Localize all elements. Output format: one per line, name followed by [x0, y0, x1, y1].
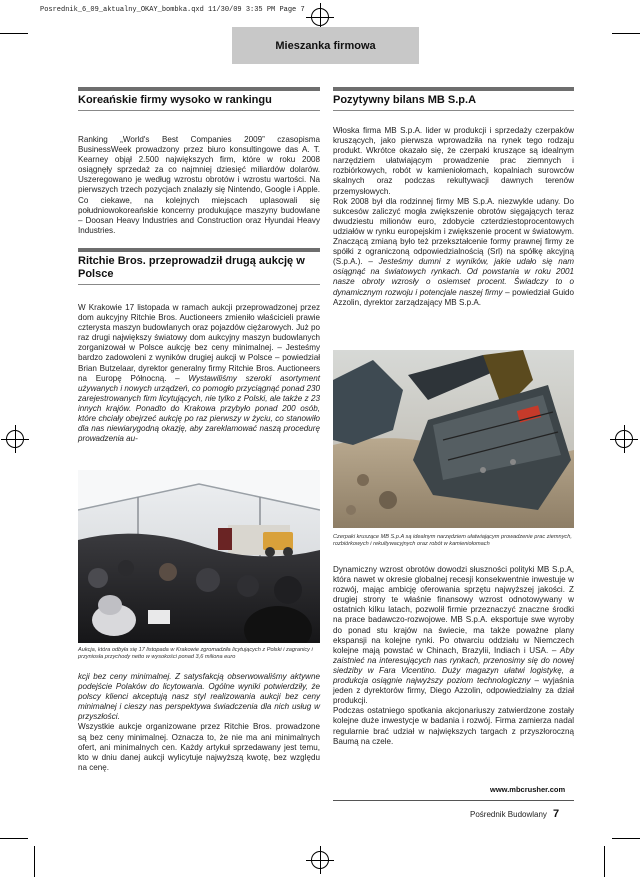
section-header [232, 27, 419, 64]
article-body: Ranking „World's Best Companies 2009” czasopisma BusinessWeek prowadzony przez biuro konsultingowe das A. T. Kearney objął 2.500 największych firm, które w roku 2008 osiągnęły sprzedaż za co najmniej dziesięć miliardów dolarów. Uszeregowano je według wzrostu obrotów i wzrostu wartości. Na pierwszych trzech pozycjach znalazły się Nintendo, Google i Apple. Co ciekawe, na kolejnych miejscach uplasowali się południowokoreańskie koncerny produkujące maszyny budowlane – Doosan Heavy Industries and Construction oraz Hyundai Heavy Industries. [78, 135, 320, 235]
auction-photo-image [78, 470, 320, 643]
article-title: Koreańskie firmy wysoko w rankingu [78, 91, 320, 111]
article-body [78, 303, 320, 444]
body-paragraph: Podczas ostatniego spotkania akcjonariuszy zatwierdzone zostały kolejne duże inwestycje w badania i rozwój. Firma zamierza nadal regularnie brać udział w największych targach z przyszłoroczną Baumą na czele. [333, 706, 574, 746]
registration-mark-right [615, 430, 633, 448]
file-slug: Posrednik_6_09_aktualny_OKAY_bombka.qxd 11/30/09 3:35 PM Page 7 [40, 6, 305, 14]
body-text: Dynamiczny wzrost obrotów dowodzi słuszności polityki MB S.p.A, która nawet w okresie globalnej recesji konsekwentnie inwestuje w rozwój, mając ambicję oferowania sprzętu najwyższej jakości. Z drugiej strony te właśnie finansowy wzrost odnotowywany w ostatnich kilku latach, pozwolił firmie przeznaczyć znaczne środki na prace badawczo-rozwojowe. MB S.p.A. eksportuje swe wyroby do ponad stu krajów na świecie, ma także poważne plany ekspansji na kolejne rynki. Po otwarciu oddziału w Niemczech kolejne mają powstać w Chinach, Brazylii, Indiach i USA. – [333, 565, 574, 655]
body-paragraph [333, 565, 574, 706]
quote-text: Aby zaistnieć na interesujących nas rynkach, przenosimy się do nowej siedziby w Fara Vicentino. Duży magazyn ułatwi logistykę, a produkcja osiągnie najwyższy poziom technologiczny [333, 645, 574, 686]
page-footer [470, 808, 559, 820]
publication-name: Pośrednik Budowlany [470, 810, 547, 819]
crusher-bucket-photo [333, 350, 574, 528]
crop-mark [604, 846, 605, 877]
article-body [333, 126, 574, 308]
article-ritchie-bros [78, 248, 320, 444]
body-text: W Krakowie 17 listopada w ramach aukcji przeprowadzonej przez dom aukcyjny Ritchie Bros. Auctioneers zmieniło właścicieli prawie czterysta maszyn budowlanych oraz pojazdów ciężarowych. Już po raz drugi największy światowy dom aukcyjny maszyn budowlanych zorganizował w Polsce aukcję bez ceny minimalnej. – Jesteśmy bardzo zadowoleni z wyników drugiej aukcji w Polsce – powiedział Brian Butzelaar, dyrektor generalny firmy Ritchie Bros. Auctioneers na Europę Północną. – [78, 303, 320, 383]
photo-caption: Aukcja, która odbyła się 17 listopada w Krakowie zgromadziła licytujących z Polski i zagranicy i przyniosła przychody netto w wysokości ponad 3,6 miliona euro [78, 647, 313, 660]
body-text: Rok 2008 był dla rodzinnej firmy MB S.p.A. niezwykle udany. Do sukcesów zaliczyć mogła zwiększenie obrotów sięgających teraz dwudziestu milionów euro, zdobycie czterdziestoprocentowych udziałów w rynku europejskim i zwiększenie procent w światowym. Znaczącą zmianą było też przekształcenie formy prawnej firmy ze spółki z ograniczoną odpowiedzialnością (Srl) na spółkę akcyjną (S.p.A.). – [333, 196, 574, 267]
article-title: Ritchie Bros. przeprowadził drugą aukcję w Polsce [78, 252, 320, 285]
quote-text: Wystawiliśmy szeroki asortyment używanych i nowych urządzeń, co pomogło przyciągnąć ponad 230 zarejestrowanych firm licytujących, nie tylko z Polski, ale także z 23 innych krajów. Ponadto do Krakowa przybyło ponad 200 osób, które chciały obejrzeć aukcję po raz pierwszy w życiu, co stanowiło dla nas niewiarygodną okazję, aby zareklamować naszą procedurę prowadzenia au- [78, 373, 320, 444]
article-mb-spa [333, 87, 574, 308]
registration-mark-left [6, 430, 24, 448]
body-paragraph [333, 197, 574, 308]
crop-mark [612, 838, 640, 839]
page-number: 7 [552, 808, 560, 820]
body-text: Wszystkie aukcje organizowane przez Ritchie Bros. prowadzone są bez ceny minimalnej. Oznacza to, że nie ma ani minimalnych ofert, ani minimalnych cen. Każdy artykuł sprzedawany jest temu, kto w dniu danej aukcji wylicytuje najwyższą kwotę, bez względu na cenę. [78, 722, 320, 772]
photo-caption: Czerpaki kruszące MB S.p.A są idealnym narzędziem ułatwiającym prowadzenie prac ziemnych, rozbiórkowych i rekultywacyjnych oraz robót w kamieniołomach [333, 534, 572, 547]
article-mb-spa-continued [333, 565, 574, 747]
body-paragraph: Włoska firma MB S.p.A. lider w produkcji i sprzedaży czerpaków kruszących, jako pierwsza wprowadziła na rynek tego rodzaju produkt. Wkrótce okazało się, że czerpaki kruszące są idealnym narzędziem ułatwiającym prowadzenie prac ziemnych i rozbiórkowych, robót w kamieniołomach, kopalniach surowców skalnych oraz podczas rekultywacji dawnych terenów przemysłowych. [333, 126, 574, 196]
body-text: – powiedział Guido Azzolin, dyrektor zarządzający MB S.p.A. [333, 287, 574, 307]
crusher-photo-image [333, 350, 574, 528]
auction-photo [78, 470, 320, 643]
crop-mark [0, 838, 28, 839]
footer-rule [333, 800, 574, 801]
quote-text: Jesteśmy dumni z wyników, jakie udało się nam osiągnąć na światowych rynkach. Od powstania w roku 2001 nasze obroty wzrosły o osiemset procent. Świadczy to o dynamicznym rozwoju i potencjale naszej firmy [333, 257, 574, 297]
crop-mark [34, 846, 35, 877]
registration-mark-top [311, 8, 329, 26]
section-label: Mieszanka firmowa [275, 39, 376, 52]
crop-mark [612, 33, 640, 34]
crop-mark [0, 33, 28, 34]
company-website: www.mbcrusher.com [490, 785, 566, 794]
quote-text: kcji bez ceny minimalnej. Z satysfakcją obserwowaliśmy aktywne podejście Polaków do licytowania. Ogólne wyniki potwierdziły, że polscy klienci akceptują nasz styl realizowania aukcji bez ceny minimalnej i cieszy nas perspektywa świadczenia dla nich usług w przyszłości. [78, 672, 320, 722]
article-korean-firms [78, 87, 320, 236]
registration-mark-bottom [311, 851, 329, 869]
article-ritchie-bros-continued [78, 672, 320, 773]
article-title: Pozytywny bilans MB S.p.A [333, 91, 574, 111]
body-text: – wyjaśnia jeden z dyrektorów firmy, Diego Azzolin, odpowiedzialny za dział produkcji. [333, 676, 574, 706]
